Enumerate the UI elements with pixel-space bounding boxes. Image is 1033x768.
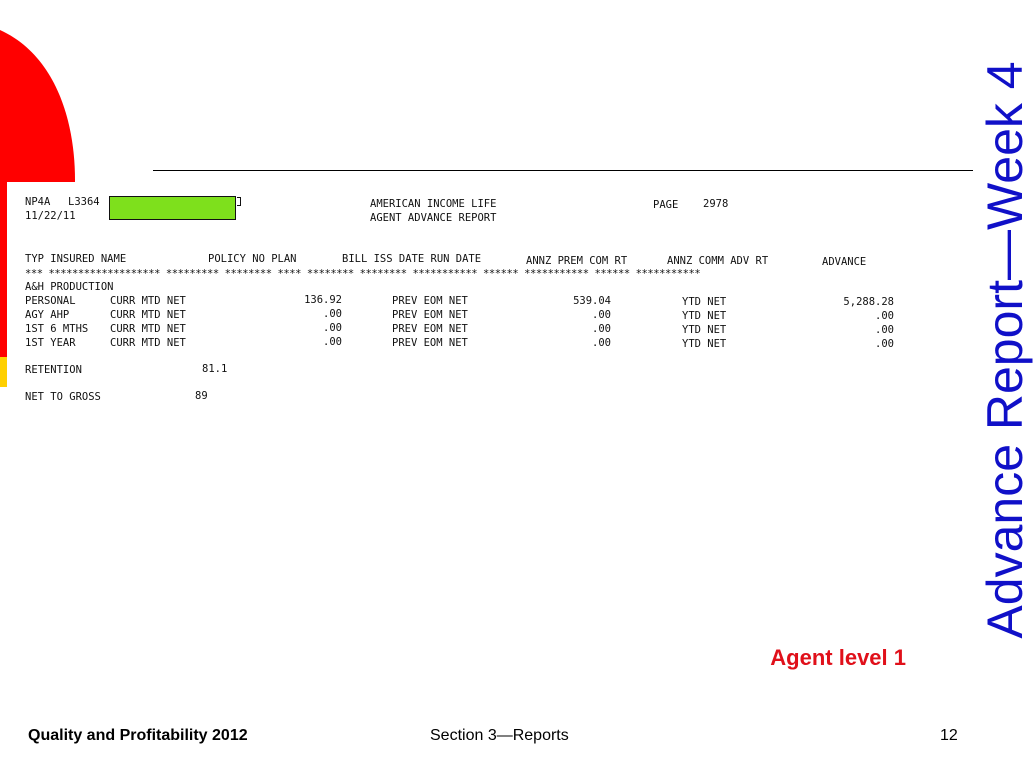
ytd-value: .00 <box>875 338 894 350</box>
title-divider-line <box>153 170 973 171</box>
yellow-side-bar <box>0 357 7 387</box>
prev-value: .00 <box>592 323 611 335</box>
ytd-label: YTD NET <box>682 324 727 336</box>
section-title: A&H PRODUCTION <box>25 281 114 293</box>
curr-value: .00 <box>323 308 342 320</box>
retention-value: 81.1 <box>202 363 228 375</box>
row-label: AGY AHP <box>25 309 70 321</box>
agent-id: L3364 <box>68 196 100 208</box>
row-label: PERSONAL <box>25 295 76 307</box>
prev-value: .00 <box>592 309 611 321</box>
row-label: 1ST 6 MTHS <box>25 323 89 335</box>
scanned-report <box>7 182 945 430</box>
ytd-value: .00 <box>875 310 894 322</box>
slide-number: 12 <box>940 727 958 744</box>
ytd-label: YTD NET <box>682 296 727 308</box>
report-code: NP4A <box>25 196 51 208</box>
page-number: 2978 <box>703 198 729 210</box>
net-to-gross-label: NET TO GROSS <box>25 391 101 403</box>
company-name: AMERICAN INCOME LIFE <box>370 198 497 210</box>
curr-value: .00 <box>323 322 342 334</box>
slide-title: Advance Report—Week 4 <box>977 61 1033 639</box>
curr-label: CURR MTD NET <box>110 295 186 307</box>
prev-label: PREV EOM NET <box>392 337 468 349</box>
prev-value: 539.04 <box>573 295 611 307</box>
curr-label: CURR MTD NET <box>110 309 186 321</box>
ytd-value: .00 <box>875 324 894 336</box>
column-header: ADVANCE <box>822 256 867 268</box>
curr-value: 136.92 <box>304 294 342 306</box>
ytd-label: YTD NET <box>682 310 727 322</box>
column-header: POLICY NO PLAN <box>208 253 297 265</box>
page-label: PAGE <box>653 199 679 211</box>
footer-title: Quality and Profitability 2012 <box>28 727 248 744</box>
column-header: ANNZ COMM ADV RT <box>667 255 769 267</box>
prev-label: PREV EOM NET <box>392 323 468 335</box>
separator-line: *** ******************* ********* ******** **** ******** ******** *********** ****** *********** ****** *********** <box>25 268 701 280</box>
prev-label: PREV EOM NET <box>392 309 468 321</box>
red-circle-shape <box>0 30 75 182</box>
red-side-bar <box>0 182 7 357</box>
redaction-edge-mark <box>237 197 241 206</box>
curr-label: CURR MTD NET <box>110 323 186 335</box>
redacted-agent-name <box>109 196 236 220</box>
curr-label: CURR MTD NET <box>110 337 186 349</box>
prev-value: .00 <box>592 337 611 349</box>
column-header: TYP INSURED NAME <box>25 253 127 265</box>
column-header: BILL ISS DATE RUN DATE <box>342 253 482 265</box>
report-name: AGENT ADVANCE REPORT <box>370 212 497 224</box>
curr-value: .00 <box>323 336 342 348</box>
prev-label: PREV EOM NET <box>392 295 468 307</box>
footer-section: Section 3—Reports <box>430 727 569 744</box>
ytd-value: 5,288.28 <box>843 296 894 308</box>
column-header: ANNZ PREM COM RT <box>526 255 628 267</box>
row-label: 1ST YEAR <box>25 337 76 349</box>
retention-label: RETENTION <box>25 364 82 376</box>
ytd-label: YTD NET <box>682 338 727 350</box>
agent-level-note: Agent level 1 <box>770 645 906 670</box>
net-to-gross-value: 89 <box>195 390 208 402</box>
report-date: 11/22/11 <box>25 210 76 222</box>
